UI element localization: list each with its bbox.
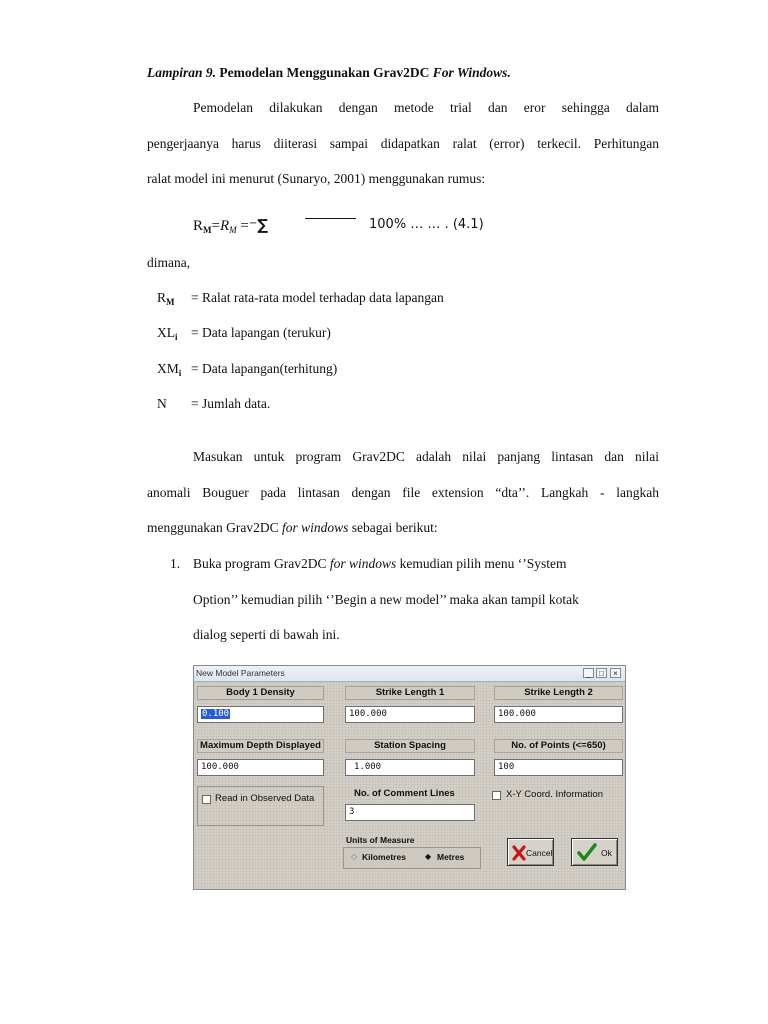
- formula-rm-sub: M: [229, 225, 237, 235]
- read-observed-checkbox[interactable]: [202, 795, 211, 804]
- ok-button[interactable]: [571, 838, 618, 866]
- heading-title: Pemodelan Menggunakan Grav2DC: [216, 65, 433, 80]
- body-density-input[interactable]: 0.100: [197, 706, 324, 723]
- fraction-bar: [305, 218, 356, 219]
- formula-sigma: ∑: [257, 216, 269, 234]
- station-spacing-header: Station Spacing: [345, 739, 475, 753]
- metres-option-label: Metres: [437, 852, 465, 862]
- xy-coord-group: [490, 788, 614, 804]
- checkmark-icon: [577, 842, 597, 862]
- def-xm-desc: = Data lapangan(terhitung): [191, 361, 338, 376]
- xy-coord-label: X-Y Coord. Information: [506, 789, 603, 800]
- def-xl-symbol: $XL_i$: [157, 325, 178, 342]
- read-observed-label: Read in Observed Data: [215, 793, 315, 804]
- cancel-label: Cancel: [526, 848, 553, 858]
- dimana-label: dimana,: [147, 255, 191, 270]
- def-xl-desc: = Data lapangan (terukur): [191, 325, 331, 340]
- def-n-desc: = Jumlah data.: [191, 396, 271, 411]
- dialog-titlebar: [194, 666, 625, 682]
- page-heading: [147, 65, 511, 81]
- comment-lines-input[interactable]: 3: [345, 804, 475, 821]
- def-rm-desc: = Ralat rata-rata model terhadap data lapangan: [191, 290, 444, 305]
- appendix-label: Lampiran 9.: [147, 65, 217, 80]
- para1-line1: Pemodelan dilakukan dengan metode trial dan eror sehingga dalam: [193, 100, 659, 115]
- para2-line2: anomali Bouguer pada lintasan dengan file extension “dta’’. Langkah - langkah: [147, 485, 659, 500]
- step1-line1: Buka program Grav2DC for windows kemudian pilih menu ‘’System: [193, 556, 567, 571]
- strike-length-1-input[interactable]: 100.000: [345, 706, 475, 723]
- cancel-x-icon: [512, 845, 526, 861]
- formula-right: 100% … … . (4.1): [369, 217, 484, 232]
- para2-line1: Masukan untuk program Grav2DC adalah nilai panjang lintasan dan nilai: [193, 449, 659, 464]
- para2-line3: menggunakan Grav2DC for windows sebagai berikut:: [147, 520, 438, 535]
- para1-line2: pengerjaanya harus diiterasi sampai didapatkan ralat (error) terkecil. Perhitungan: [147, 136, 659, 151]
- para1-line3: ralat model ini menurut (Sunaryo, 2001) menggunakan rumus:: [147, 171, 486, 186]
- radio-kilometres[interactable]: ◇: [351, 852, 358, 861]
- formula: [193, 216, 268, 235]
- heading-for-windows: For Windows.: [432, 65, 511, 80]
- num-points-header: No. of Points (<=650): [494, 739, 623, 753]
- def-rm-symbol: $R_M$: [157, 290, 175, 307]
- def-n-symbol: N: [157, 396, 167, 411]
- formula-minus: −: [248, 218, 258, 229]
- def-xm-symbol: $XM_i$: [157, 361, 182, 378]
- read-observed-group: [197, 786, 324, 826]
- strike-length-2-input[interactable]: 100.000: [494, 706, 623, 723]
- max-depth-header: Maximum Depth Displayed: [197, 739, 324, 753]
- comment-lines-label: No. of Comment Lines: [354, 788, 455, 799]
- station-spacing-input[interactable]: 1.000: [345, 759, 475, 776]
- body-density-header: Body 1 Density: [197, 686, 324, 700]
- num-points-input[interactable]: 100: [494, 759, 623, 776]
- maximize-icon[interactable]: □: [596, 668, 607, 678]
- step1-line3: dialog seperti di bawah ini.: [193, 627, 340, 642]
- ok-label: Ok: [601, 848, 612, 858]
- strike-length-1-header: Strike Length 1: [345, 686, 475, 700]
- kilometres-option-label: Kilometres: [362, 852, 406, 862]
- units-of-measure-label: Units of Measure: [346, 835, 415, 845]
- formula-eq2: =: [236, 218, 249, 234]
- xy-coord-checkbox[interactable]: [492, 791, 501, 800]
- radio-metres[interactable]: ◆: [425, 852, 432, 861]
- max-depth-input[interactable]: 100.000: [197, 759, 324, 776]
- close-icon[interactable]: ×: [610, 668, 621, 678]
- dialog-title: New Model Parameters: [196, 668, 285, 678]
- formula-rm: R: [219, 218, 230, 234]
- formula-r-sub: M: [203, 225, 212, 235]
- units-of-measure-group: [343, 847, 481, 869]
- step1-number: 1.: [170, 556, 181, 571]
- formula-eq1: =: [211, 218, 220, 234]
- strike-length-2-header: Strike Length 2: [494, 686, 623, 700]
- formula-r: R: [193, 218, 204, 234]
- new-model-parameters-dialog: [193, 665, 626, 890]
- minimize-icon[interactable]: _: [583, 668, 594, 678]
- cancel-button[interactable]: [507, 838, 554, 866]
- step1-line2: Option’’ kemudian pilih ‘’Begin a new model’’ maka akan tampil kotak: [193, 592, 579, 607]
